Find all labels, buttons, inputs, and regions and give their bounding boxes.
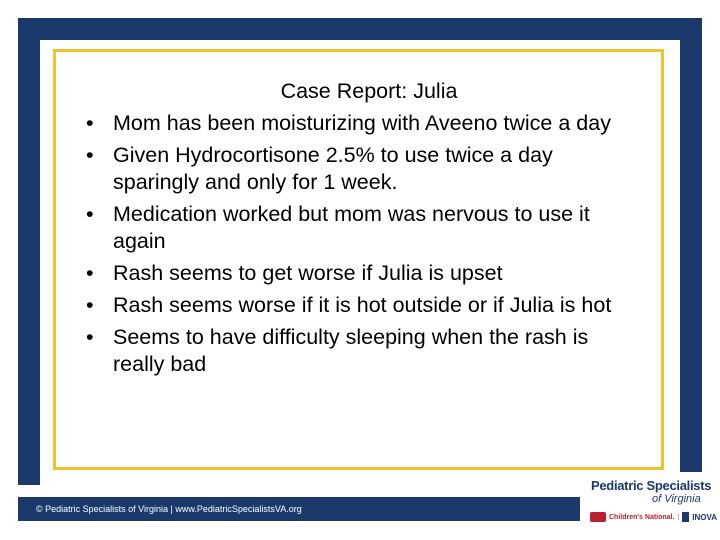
list-item bbox=[86, 201, 633, 255]
footer-spacer bbox=[18, 485, 580, 497]
logo-title: Pediatric Specialists bbox=[591, 478, 712, 493]
list-item bbox=[86, 324, 633, 378]
bullet-text: Rash seems to get worse if Julia is upset bbox=[113, 261, 503, 285]
partner-name: INOVA bbox=[692, 512, 718, 522]
bullet-glyph: • bbox=[86, 261, 94, 285]
bullet-text: Given Hydrocortisone 2.5% to use twice a day sparingly and only for 1 week. bbox=[113, 143, 553, 194]
list-item bbox=[86, 260, 633, 287]
bullet-text: Seems to have difficulty sleeping when the rash is really bad bbox=[113, 325, 589, 376]
partner-name: Children's National. bbox=[609, 513, 675, 521]
bullet-text: Rash seems worse if it is hot outside or if Julia is hot bbox=[113, 293, 612, 317]
footer-text: © Pediatric Specialists of Virginia | www.PediatricSpecialistsVA.org bbox=[36, 504, 302, 514]
slide-content bbox=[40, 40, 680, 485]
list-item bbox=[86, 142, 633, 196]
footer-bar bbox=[18, 497, 580, 521]
list-item bbox=[86, 292, 633, 319]
partner-logos bbox=[590, 510, 718, 524]
bullet-glyph: • bbox=[86, 293, 94, 317]
bullet-text: Medication worked but mom was nervous to use it again bbox=[113, 202, 590, 253]
slide-title: Case Report: Julia bbox=[280, 79, 458, 103]
bullet-text: Mom has been moisturizing with Aveeno twice a day bbox=[113, 111, 611, 135]
bullet-glyph: • bbox=[86, 111, 94, 135]
list-item bbox=[86, 110, 633, 137]
inova-icon bbox=[682, 512, 689, 522]
bullet-list bbox=[86, 110, 633, 383]
bullet-glyph: • bbox=[86, 325, 94, 349]
brand-logo bbox=[582, 472, 720, 532]
bullet-glyph: • bbox=[86, 143, 94, 167]
logo-subtitle: of Virginia bbox=[652, 493, 701, 505]
bullet-glyph: • bbox=[86, 202, 94, 226]
partner-separator: | bbox=[677, 513, 680, 521]
childrens-national-icon bbox=[590, 512, 606, 522]
